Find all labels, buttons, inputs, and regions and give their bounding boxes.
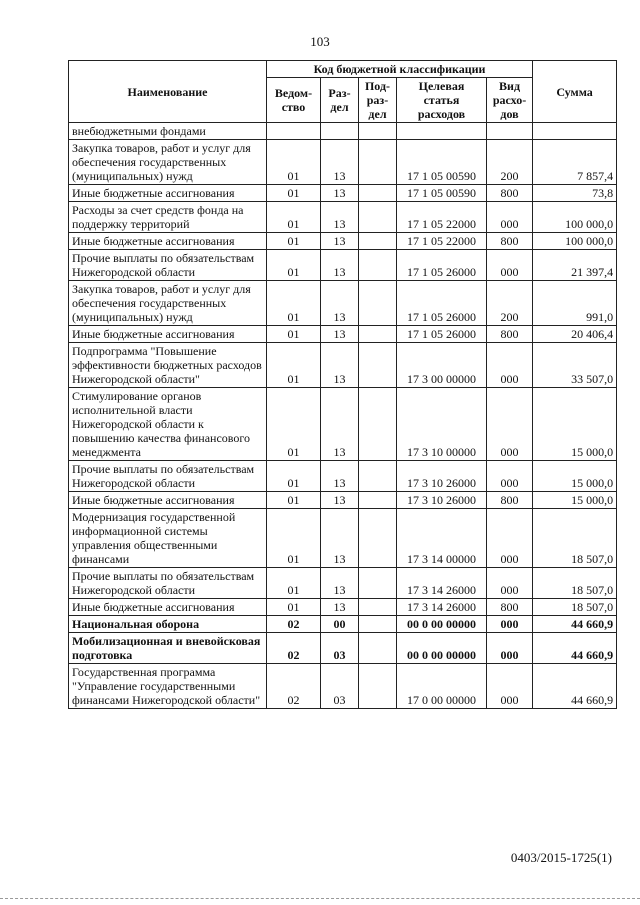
table-row	[69, 492, 617, 509]
row-name: Национальная оборона	[69, 616, 267, 633]
row-subsection	[359, 250, 397, 281]
row-section: 13	[321, 250, 359, 281]
table-row	[69, 281, 617, 326]
row-expense-type: 000	[487, 250, 533, 281]
row-subsection	[359, 326, 397, 343]
row-department: 01	[267, 233, 321, 250]
table-row	[69, 233, 617, 250]
row-amount: 44 660,9	[533, 616, 617, 633]
row-subsection	[359, 599, 397, 616]
row-name: Иные бюджетные ассигнования	[69, 492, 267, 509]
row-expense-type: 000	[487, 509, 533, 568]
row-amount: 18 507,0	[533, 568, 617, 599]
table-header	[69, 61, 617, 123]
row-department: 01	[267, 140, 321, 185]
row-amount: 44 660,9	[533, 633, 617, 664]
row-subsection	[359, 185, 397, 202]
row-target-item: 17 3 10 26000	[397, 492, 487, 509]
row-section: 00	[321, 616, 359, 633]
row-name: Государственная программа "Управление государственными финансами Нижегородской области"	[69, 664, 267, 709]
row-department: 02	[267, 664, 321, 709]
row-name: Прочие выплаты по обязательствам Нижегородской области	[69, 461, 267, 492]
row-target-item: 17 3 00 00000	[397, 343, 487, 388]
row-subsection	[359, 633, 397, 664]
row-subsection	[359, 123, 397, 140]
row-target-item: 17 3 10 00000	[397, 388, 487, 461]
row-section: 13	[321, 140, 359, 185]
row-name: Иные бюджетные ассигнования	[69, 599, 267, 616]
header-section: Раз- дел	[321, 78, 359, 123]
row-amount: 991,0	[533, 281, 617, 326]
row-subsection	[359, 492, 397, 509]
row-name: Закупка товаров, работ и услуг для обеспечения государственных (муниципальных) нужд	[69, 281, 267, 326]
row-expense-type: 800	[487, 233, 533, 250]
row-name: Подпрограмма "Повышение эффективности бюджетных расходов Нижегородской области"	[69, 343, 267, 388]
row-expense-type: 200	[487, 281, 533, 326]
row-department: 01	[267, 388, 321, 461]
row-section: 13	[321, 509, 359, 568]
row-target-item: 17 0 00 00000	[397, 664, 487, 709]
row-subsection	[359, 509, 397, 568]
row-subsection	[359, 568, 397, 599]
row-target-item: 17 3 14 00000	[397, 509, 487, 568]
row-section	[321, 123, 359, 140]
row-target-item: 17 1 05 26000	[397, 250, 487, 281]
row-expense-type: 800	[487, 185, 533, 202]
bottom-rule	[0, 898, 640, 899]
row-expense-type: 800	[487, 492, 533, 509]
row-subsection	[359, 202, 397, 233]
row-expense-type: 000	[487, 388, 533, 461]
row-department	[267, 123, 321, 140]
row-target-item: 17 1 05 26000	[397, 326, 487, 343]
row-target-item: 17 1 05 00590	[397, 140, 487, 185]
table-row	[69, 568, 617, 599]
row-target-item: 17 1 05 22000	[397, 233, 487, 250]
row-section: 13	[321, 326, 359, 343]
row-amount	[533, 123, 617, 140]
row-expense-type: 000	[487, 616, 533, 633]
row-target-item	[397, 123, 487, 140]
table-row	[69, 388, 617, 461]
table-row	[69, 250, 617, 281]
row-section: 13	[321, 492, 359, 509]
row-department: 01	[267, 281, 321, 326]
row-department: 02	[267, 616, 321, 633]
table-row	[69, 616, 617, 633]
row-name: Прочие выплаты по обязательствам Нижегородской области	[69, 568, 267, 599]
row-department: 01	[267, 250, 321, 281]
row-expense-type: 000	[487, 664, 533, 709]
row-department: 01	[267, 202, 321, 233]
table-row	[69, 185, 617, 202]
table-row	[69, 509, 617, 568]
row-amount: 100 000,0	[533, 202, 617, 233]
row-expense-type: 000	[487, 568, 533, 599]
row-section: 13	[321, 599, 359, 616]
row-amount: 21 397,4	[533, 250, 617, 281]
row-section: 13	[321, 568, 359, 599]
table-body	[69, 123, 617, 709]
table-row	[69, 599, 617, 616]
row-department: 01	[267, 185, 321, 202]
row-name: Мобилизационная и вневойсковая подготовка	[69, 633, 267, 664]
table-row	[69, 123, 617, 140]
row-subsection	[359, 281, 397, 326]
row-section: 13	[321, 461, 359, 492]
row-section: 13	[321, 388, 359, 461]
row-target-item: 17 3 14 26000	[397, 568, 487, 599]
row-department: 01	[267, 509, 321, 568]
row-expense-type: 800	[487, 599, 533, 616]
row-department: 02	[267, 633, 321, 664]
header-expense-type: Вид расхо- дов	[487, 78, 533, 123]
row-section: 03	[321, 664, 359, 709]
row-name: внебюджетными фондами	[69, 123, 267, 140]
document-code: 0403/2015-1725(1)	[510, 850, 612, 865]
table-row	[69, 202, 617, 233]
row-name: Иные бюджетные ассигнования	[69, 185, 267, 202]
row-name: Иные бюджетные ассигнования	[69, 233, 267, 250]
row-subsection	[359, 664, 397, 709]
row-amount: 44 660,9	[533, 664, 617, 709]
page-number: 103	[310, 34, 330, 49]
row-name: Прочие выплаты по обязательствам Нижегородской области	[69, 250, 267, 281]
row-amount: 15 000,0	[533, 492, 617, 509]
row-name: Модернизация государственной информационной системы управления общественными финансами	[69, 509, 267, 568]
row-subsection	[359, 140, 397, 185]
row-name: Иные бюджетные ассигнования	[69, 326, 267, 343]
row-subsection	[359, 343, 397, 388]
row-target-item: 17 3 10 26000	[397, 461, 487, 492]
header-target-item: Целевая статья расходов	[397, 78, 487, 123]
row-name: Стимулирование органов исполнительной власти Нижегородской области к повышению качества финансового менеджмента	[69, 388, 267, 461]
row-target-item: 17 3 14 26000	[397, 599, 487, 616]
row-department: 01	[267, 343, 321, 388]
row-amount: 20 406,4	[533, 326, 617, 343]
row-amount: 7 857,4	[533, 140, 617, 185]
row-target-item: 00 0 00 00000	[397, 633, 487, 664]
row-subsection	[359, 616, 397, 633]
row-department: 01	[267, 568, 321, 599]
row-section: 13	[321, 281, 359, 326]
header-department: Ведом- ство	[267, 78, 321, 123]
row-target-item: 17 1 05 00590	[397, 185, 487, 202]
row-expense-type: 200	[487, 140, 533, 185]
row-subsection	[359, 388, 397, 461]
row-name: Закупка товаров, работ и услуг для обеспечения государственных (муниципальных) нужд	[69, 140, 267, 185]
row-amount: 18 507,0	[533, 599, 617, 616]
row-section: 13	[321, 185, 359, 202]
row-expense-type: 000	[487, 633, 533, 664]
row-target-item: 00 0 00 00000	[397, 616, 487, 633]
row-department: 01	[267, 599, 321, 616]
row-department: 01	[267, 492, 321, 509]
table-row	[69, 326, 617, 343]
header-code-group: Код бюджетной классификации	[267, 61, 533, 78]
table-row	[69, 664, 617, 709]
row-section: 13	[321, 343, 359, 388]
row-amount: 100 000,0	[533, 233, 617, 250]
row-amount: 15 000,0	[533, 461, 617, 492]
row-amount: 18 507,0	[533, 509, 617, 568]
table-row	[69, 140, 617, 185]
row-department: 01	[267, 461, 321, 492]
header-amount: Сумма	[533, 61, 617, 123]
row-expense-type: 000	[487, 461, 533, 492]
row-amount: 33 507,0	[533, 343, 617, 388]
row-department: 01	[267, 326, 321, 343]
table-row	[69, 461, 617, 492]
table-row	[69, 633, 617, 664]
budget-table	[68, 60, 617, 709]
row-amount: 15 000,0	[533, 388, 617, 461]
header-subsection: Под- раз- дел	[359, 78, 397, 123]
row-section: 13	[321, 202, 359, 233]
row-section: 13	[321, 233, 359, 250]
row-section: 03	[321, 633, 359, 664]
row-subsection	[359, 461, 397, 492]
row-target-item: 17 1 05 26000	[397, 281, 487, 326]
table-row	[69, 343, 617, 388]
row-amount: 73,8	[533, 185, 617, 202]
row-expense-type	[487, 123, 533, 140]
row-name: Расходы за счет средств фонда на поддержку территорий	[69, 202, 267, 233]
header-name: Наименование	[69, 61, 267, 123]
row-target-item: 17 1 05 22000	[397, 202, 487, 233]
row-expense-type: 000	[487, 202, 533, 233]
row-expense-type: 000	[487, 343, 533, 388]
row-expense-type: 800	[487, 326, 533, 343]
row-subsection	[359, 233, 397, 250]
